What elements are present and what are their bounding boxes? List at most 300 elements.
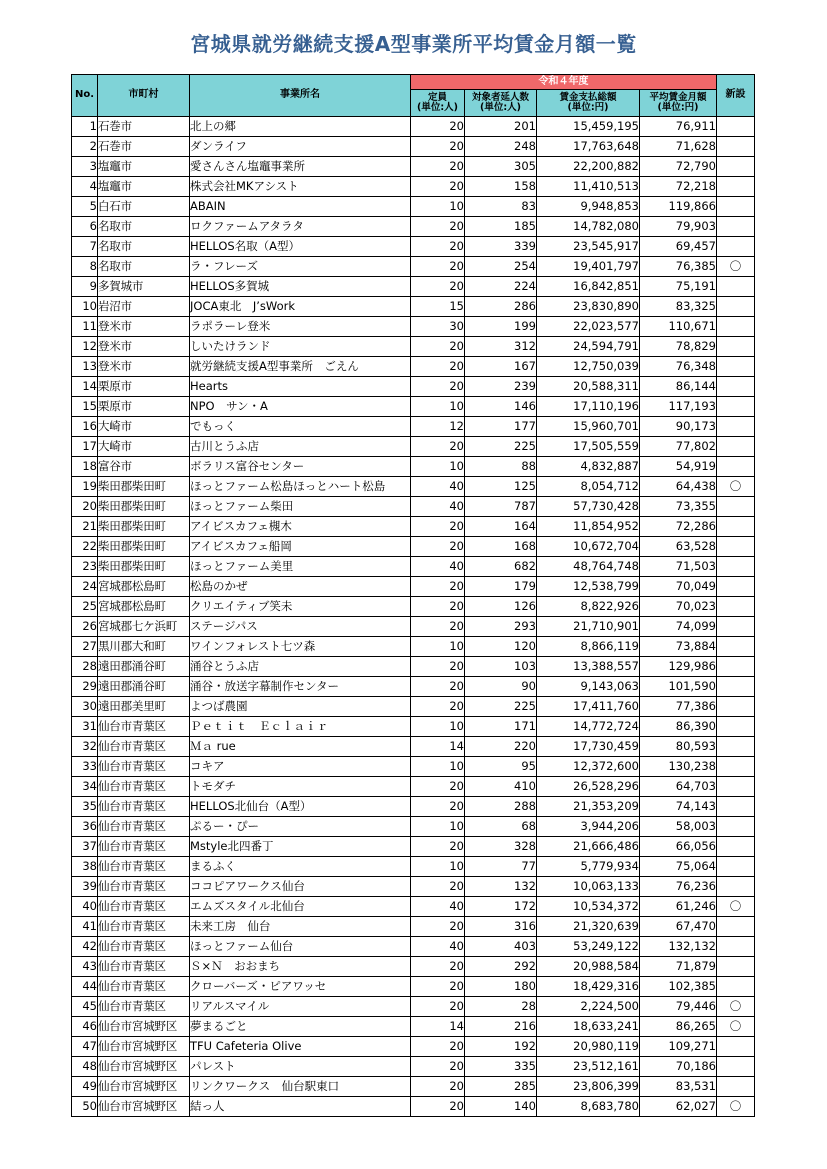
table-row — [72, 497, 755, 517]
new-flag-cell — [717, 217, 755, 237]
table-row — [72, 477, 755, 497]
recipients-cell: 285 — [465, 1077, 537, 1097]
total-wages-cell: 17,730,459 — [537, 737, 640, 757]
table-row — [72, 857, 755, 877]
new-flag-cell: 〇 — [717, 897, 755, 917]
total-wages-cell: 17,110,196 — [537, 397, 640, 417]
row-number: 40 — [72, 897, 98, 917]
capacity-cell: 20 — [411, 1077, 465, 1097]
row-number: 2 — [72, 137, 98, 157]
municipality-cell: 仙台市青葉区 — [98, 917, 190, 937]
table-row — [72, 357, 755, 377]
total-wages-cell: 5,779,934 — [537, 857, 640, 877]
table-row — [72, 677, 755, 697]
capacity-cell: 20 — [411, 257, 465, 277]
table-row — [72, 957, 755, 977]
row-number: 15 — [72, 397, 98, 417]
recipients-cell: 286 — [465, 297, 537, 317]
row-number: 12 — [72, 337, 98, 357]
avg-wage-cell: 76,236 — [640, 877, 717, 897]
office-name-cell: ラ・フレーズ — [190, 257, 411, 277]
recipients-cell: 201 — [465, 117, 537, 137]
capacity-cell: 20 — [411, 517, 465, 537]
table-row — [72, 697, 755, 717]
office-name-cell: エムズスタイル北仙台 — [190, 897, 411, 917]
office-name-cell: まるふく — [190, 857, 411, 877]
row-number: 26 — [72, 617, 98, 637]
recipients-cell: 28 — [465, 997, 537, 1017]
office-name-cell: ロクファームアタラタ — [190, 217, 411, 237]
row-number: 50 — [72, 1097, 98, 1117]
table-row — [72, 577, 755, 597]
table-row — [72, 1017, 755, 1037]
capacity-cell: 20 — [411, 877, 465, 897]
new-flag-cell — [717, 277, 755, 297]
recipients-cell: 292 — [465, 957, 537, 977]
recipients-cell: 248 — [465, 137, 537, 157]
new-flag-cell — [717, 637, 755, 657]
total-wages-cell: 26,528,296 — [537, 777, 640, 797]
table-row — [72, 197, 755, 217]
total-wages-cell: 10,534,372 — [537, 897, 640, 917]
table-row — [72, 737, 755, 757]
new-flag-cell — [717, 137, 755, 157]
table-row — [72, 1077, 755, 1097]
recipients-cell: 305 — [465, 157, 537, 177]
table-row — [72, 317, 755, 337]
total-wages-cell: 18,429,316 — [537, 977, 640, 997]
recipients-cell: 293 — [465, 617, 537, 637]
total-wages-cell: 9,948,853 — [537, 197, 640, 217]
total-wages-cell: 23,806,399 — [537, 1077, 640, 1097]
capacity-cell: 10 — [411, 757, 465, 777]
capacity-cell: 20 — [411, 277, 465, 297]
row-number: 18 — [72, 457, 98, 477]
office-name-cell: ほっとファーム柴田 — [190, 497, 411, 517]
row-number: 28 — [72, 657, 98, 677]
table-row — [72, 657, 755, 677]
office-name-cell: 愛さんさん塩竈事業所 — [190, 157, 411, 177]
recipients-cell: 125 — [465, 477, 537, 497]
row-number: 16 — [72, 417, 98, 437]
avg-wage-cell: 69,457 — [640, 237, 717, 257]
recipients-cell: 146 — [465, 397, 537, 417]
avg-wage-cell: 86,390 — [640, 717, 717, 737]
total-wages-cell: 11,854,952 — [537, 517, 640, 537]
table-row — [72, 337, 755, 357]
avg-wage-cell: 78,829 — [640, 337, 717, 357]
avg-wage-cell: 75,191 — [640, 277, 717, 297]
municipality-cell: 仙台市青葉区 — [98, 977, 190, 997]
municipality-cell: 柴田郡柴田町 — [98, 537, 190, 557]
row-number: 34 — [72, 777, 98, 797]
capacity-cell: 20 — [411, 377, 465, 397]
total-wages-cell: 9,143,063 — [537, 677, 640, 697]
new-flag-cell — [717, 1057, 755, 1077]
avg-wage-cell: 61,246 — [640, 897, 717, 917]
municipality-cell: 仙台市宮城野区 — [98, 1057, 190, 1077]
new-flag-cell — [717, 117, 755, 137]
avg-wage-cell: 75,064 — [640, 857, 717, 877]
municipality-cell: 仙台市青葉区 — [98, 937, 190, 957]
row-number: 14 — [72, 377, 98, 397]
office-name-cell: よつば農園 — [190, 697, 411, 717]
avg-wage-cell: 90,173 — [640, 417, 717, 437]
recipients-cell: 339 — [465, 237, 537, 257]
new-flag-cell — [717, 517, 755, 537]
capacity-cell: 20 — [411, 677, 465, 697]
total-wages-cell: 57,730,428 — [537, 497, 640, 517]
capacity-cell: 40 — [411, 897, 465, 917]
recipients-cell: 167 — [465, 357, 537, 377]
office-name-cell: HELLOS名取（A型） — [190, 237, 411, 257]
total-wages-cell: 17,763,648 — [537, 137, 640, 157]
municipality-cell: 名取市 — [98, 257, 190, 277]
municipality-cell: 宮城郡七ケ浜町 — [98, 617, 190, 637]
table-row — [72, 797, 755, 817]
row-number: 44 — [72, 977, 98, 997]
table-row — [72, 117, 755, 137]
office-name-cell: ステージパス — [190, 617, 411, 637]
row-number: 29 — [72, 677, 98, 697]
row-number: 9 — [72, 277, 98, 297]
capacity-cell: 20 — [411, 597, 465, 617]
municipality-cell: 仙台市青葉区 — [98, 777, 190, 797]
recipients-cell: 225 — [465, 437, 537, 457]
municipality-cell: 仙台市青葉区 — [98, 857, 190, 877]
new-flag-cell: 〇 — [717, 477, 755, 497]
capacity-cell: 20 — [411, 437, 465, 457]
avg-wage-cell: 74,099 — [640, 617, 717, 637]
row-number: 4 — [72, 177, 98, 197]
avg-wage-cell: 73,355 — [640, 497, 717, 517]
new-flag-cell — [717, 717, 755, 737]
office-name-cell: 涌谷・放送字幕制作センター — [190, 677, 411, 697]
municipality-cell: 仙台市青葉区 — [98, 997, 190, 1017]
recipients-cell: 787 — [465, 497, 537, 517]
municipality-cell: 宮城郡松島町 — [98, 577, 190, 597]
capacity-cell: 20 — [411, 537, 465, 557]
capacity-cell: 12 — [411, 417, 465, 437]
table-row — [72, 397, 755, 417]
municipality-cell: 仙台市青葉区 — [98, 897, 190, 917]
avg-wage-cell: 86,265 — [640, 1017, 717, 1037]
new-flag-cell: 〇 — [717, 257, 755, 277]
new-flag-cell — [717, 157, 755, 177]
total-wages-cell: 48,764,748 — [537, 557, 640, 577]
table-row — [72, 537, 755, 557]
new-flag-cell — [717, 377, 755, 397]
row-number: 22 — [72, 537, 98, 557]
new-flag-cell — [717, 677, 755, 697]
office-name-cell: 松島のかぜ — [190, 577, 411, 597]
avg-wage-cell: 129,986 — [640, 657, 717, 677]
table-row — [72, 1057, 755, 1077]
municipality-cell: 大崎市 — [98, 417, 190, 437]
table-row — [72, 877, 755, 897]
wage-table — [71, 74, 755, 1117]
municipality-cell: 柴田郡柴田町 — [98, 497, 190, 517]
row-number: 6 — [72, 217, 98, 237]
office-name-cell: HELLOS多賀城 — [190, 277, 411, 297]
municipality-cell: 仙台市宮城野区 — [98, 1077, 190, 1097]
office-name-cell: TFU Cafeteria Olive — [190, 1037, 411, 1057]
row-number: 5 — [72, 197, 98, 217]
office-name-cell: ココピアワークス仙台 — [190, 877, 411, 897]
total-wages-cell: 10,672,704 — [537, 537, 640, 557]
header-fiscal-year: 令和４年度 — [411, 75, 717, 90]
new-flag-cell — [717, 417, 755, 437]
total-wages-cell: 17,505,559 — [537, 437, 640, 457]
office-name-cell: ボラリス富谷センター — [190, 457, 411, 477]
recipients-cell: 682 — [465, 557, 537, 577]
table-row — [72, 757, 755, 777]
new-flag-cell — [717, 437, 755, 457]
total-wages-cell: 23,545,917 — [537, 237, 640, 257]
municipality-cell: 石巻市 — [98, 137, 190, 157]
avg-wage-cell: 130,238 — [640, 757, 717, 777]
total-wages-cell: 12,538,799 — [537, 577, 640, 597]
table-row — [72, 457, 755, 477]
row-number: 13 — [72, 357, 98, 377]
row-number: 8 — [72, 257, 98, 277]
recipients-cell: 220 — [465, 737, 537, 757]
avg-wage-cell: 83,325 — [640, 297, 717, 317]
recipients-cell: 192 — [465, 1037, 537, 1057]
avg-wage-cell: 119,866 — [640, 197, 717, 217]
avg-wage-cell: 67,470 — [640, 917, 717, 937]
municipality-cell: 黒川郡大和町 — [98, 637, 190, 657]
header-recipients: 対象者延人数 (単位:人) — [465, 90, 537, 117]
total-wages-cell: 21,666,486 — [537, 837, 640, 857]
row-number: 27 — [72, 637, 98, 657]
recipients-cell: 88 — [465, 457, 537, 477]
total-wages-cell: 8,054,712 — [537, 477, 640, 497]
office-name-cell: でもっく — [190, 417, 411, 437]
table-row — [72, 717, 755, 737]
capacity-cell: 20 — [411, 357, 465, 377]
capacity-cell: 10 — [411, 817, 465, 837]
row-number: 35 — [72, 797, 98, 817]
avg-wage-cell: 83,531 — [640, 1077, 717, 1097]
avg-wage-cell: 73,884 — [640, 637, 717, 657]
avg-wage-cell: 71,879 — [640, 957, 717, 977]
row-number: 23 — [72, 557, 98, 577]
office-name-cell: 北上の郷 — [190, 117, 411, 137]
office-name-cell: アイビスカフェ船岡 — [190, 537, 411, 557]
header-avg-wage: 平均賃金月額 (単位:円) — [640, 90, 717, 117]
recipients-cell: 164 — [465, 517, 537, 537]
municipality-cell: 仙台市宮城野区 — [98, 1097, 190, 1117]
total-wages-cell: 8,866,119 — [537, 637, 640, 657]
office-name-cell: ほっとファーム松島ほっとハート松島 — [190, 477, 411, 497]
row-number: 3 — [72, 157, 98, 177]
recipients-cell: 77 — [465, 857, 537, 877]
table-row — [72, 237, 755, 257]
capacity-cell: 20 — [411, 917, 465, 937]
total-wages-cell: 14,772,724 — [537, 717, 640, 737]
recipients-cell: 90 — [465, 677, 537, 697]
municipality-cell: 栗原市 — [98, 397, 190, 417]
office-name-cell: ぷるー・ぴー — [190, 817, 411, 837]
row-number: 47 — [72, 1037, 98, 1057]
capacity-cell: 10 — [411, 457, 465, 477]
table-row — [72, 977, 755, 997]
header-municipality: 市町村 — [98, 75, 190, 117]
total-wages-cell: 21,353,209 — [537, 797, 640, 817]
recipients-cell: 179 — [465, 577, 537, 597]
table-row — [72, 137, 755, 157]
total-wages-cell: 14,782,080 — [537, 217, 640, 237]
total-wages-cell: 19,401,797 — [537, 257, 640, 277]
row-number: 46 — [72, 1017, 98, 1037]
recipients-cell: 254 — [465, 257, 537, 277]
municipality-cell: 遠田郡美里町 — [98, 697, 190, 717]
office-name-cell: ワインフォレスト七ツ森 — [190, 637, 411, 657]
municipality-cell: 岩沼市 — [98, 297, 190, 317]
capacity-cell: 20 — [411, 657, 465, 677]
office-name-cell: NPO サン・A — [190, 397, 411, 417]
capacity-cell: 10 — [411, 397, 465, 417]
row-number: 30 — [72, 697, 98, 717]
capacity-cell: 14 — [411, 737, 465, 757]
new-flag-cell: 〇 — [717, 1017, 755, 1037]
avg-wage-cell: 64,438 — [640, 477, 717, 497]
avg-wage-cell: 70,023 — [640, 597, 717, 617]
new-flag-cell — [717, 497, 755, 517]
table-row — [72, 277, 755, 297]
avg-wage-cell: 109,271 — [640, 1037, 717, 1057]
new-flag-cell — [717, 297, 755, 317]
municipality-cell: 登米市 — [98, 317, 190, 337]
row-number: 17 — [72, 437, 98, 457]
new-flag-cell — [717, 617, 755, 637]
capacity-cell: 20 — [411, 837, 465, 857]
total-wages-cell: 2,224,500 — [537, 997, 640, 1017]
capacity-cell: 10 — [411, 857, 465, 877]
recipients-cell: 225 — [465, 697, 537, 717]
new-flag-cell — [717, 357, 755, 377]
avg-wage-cell: 70,186 — [640, 1057, 717, 1077]
new-flag-cell — [717, 777, 755, 797]
municipality-cell: 仙台市青葉区 — [98, 957, 190, 977]
row-number: 39 — [72, 877, 98, 897]
total-wages-cell: 4,832,887 — [537, 457, 640, 477]
row-number: 49 — [72, 1077, 98, 1097]
new-flag-cell — [717, 817, 755, 837]
municipality-cell: 登米市 — [98, 357, 190, 377]
office-name-cell: ラポラーレ登米 — [190, 317, 411, 337]
table-row — [72, 937, 755, 957]
capacity-cell: 20 — [411, 237, 465, 257]
avg-wage-cell: 77,386 — [640, 697, 717, 717]
recipients-cell: 171 — [465, 717, 537, 737]
avg-wage-cell: 74,143 — [640, 797, 717, 817]
recipients-cell: 199 — [465, 317, 537, 337]
new-flag-cell — [717, 1037, 755, 1057]
capacity-cell: 10 — [411, 717, 465, 737]
page-title: 宮城県就労継続支援A型事業所平均賃金月額一覧 — [190, 32, 637, 56]
municipality-cell: 仙台市青葉区 — [98, 757, 190, 777]
capacity-cell: 20 — [411, 997, 465, 1017]
total-wages-cell: 8,822,926 — [537, 597, 640, 617]
municipality-cell: 遠田郡涌谷町 — [98, 677, 190, 697]
capacity-cell: 20 — [411, 177, 465, 197]
table-row — [72, 637, 755, 657]
office-name-cell: ほっとファーム美里 — [190, 557, 411, 577]
office-name-cell: コキア — [190, 757, 411, 777]
row-number: 20 — [72, 497, 98, 517]
table-row — [72, 217, 755, 237]
capacity-cell: 10 — [411, 197, 465, 217]
municipality-cell: 石巻市 — [98, 117, 190, 137]
office-name-cell: クローバーズ・ピアワッセ — [190, 977, 411, 997]
municipality-cell: 仙台市青葉区 — [98, 817, 190, 837]
capacity-cell: 20 — [411, 1037, 465, 1057]
new-flag-cell — [717, 877, 755, 897]
office-name-cell: Ｓ×Ｎ おおまち — [190, 957, 411, 977]
avg-wage-cell: 117,193 — [640, 397, 717, 417]
recipients-cell: 312 — [465, 337, 537, 357]
table-row — [72, 517, 755, 537]
recipients-cell: 328 — [465, 837, 537, 857]
recipients-cell: 239 — [465, 377, 537, 397]
row-number: 48 — [72, 1057, 98, 1077]
recipients-cell: 103 — [465, 657, 537, 677]
municipality-cell: 大崎市 — [98, 437, 190, 457]
office-name-cell: ほっとファーム仙台 — [190, 937, 411, 957]
municipality-cell: 富谷市 — [98, 457, 190, 477]
new-flag-cell — [717, 557, 755, 577]
total-wages-cell: 11,410,513 — [537, 177, 640, 197]
recipients-cell: 316 — [465, 917, 537, 937]
municipality-cell: 柴田郡柴田町 — [98, 517, 190, 537]
table-row — [72, 1097, 755, 1117]
municipality-cell: 仙台市宮城野区 — [98, 1017, 190, 1037]
avg-wage-cell: 71,628 — [640, 137, 717, 157]
capacity-cell: 20 — [411, 697, 465, 717]
recipients-cell: 95 — [465, 757, 537, 777]
avg-wage-cell: 54,919 — [640, 457, 717, 477]
total-wages-cell: 15,459,195 — [537, 117, 640, 137]
municipality-cell: 栗原市 — [98, 377, 190, 397]
office-name-cell: JOCA東北 J’sWork — [190, 297, 411, 317]
table-row — [72, 417, 755, 437]
capacity-cell: 20 — [411, 617, 465, 637]
avg-wage-cell: 101,590 — [640, 677, 717, 697]
row-number: 38 — [72, 857, 98, 877]
new-flag-cell: 〇 — [717, 997, 755, 1017]
row-number: 32 — [72, 737, 98, 757]
office-name-cell: リンクワークス 仙台駅東口 — [190, 1077, 411, 1097]
recipients-cell: 132 — [465, 877, 537, 897]
total-wages-cell: 20,588,311 — [537, 377, 640, 397]
avg-wage-cell: 86,144 — [640, 377, 717, 397]
capacity-cell: 20 — [411, 217, 465, 237]
new-flag-cell — [717, 1077, 755, 1097]
avg-wage-cell: 110,671 — [640, 317, 717, 337]
capacity-cell: 20 — [411, 577, 465, 597]
recipients-cell: 216 — [465, 1017, 537, 1037]
avg-wage-cell: 63,528 — [640, 537, 717, 557]
new-flag-cell — [717, 177, 755, 197]
avg-wage-cell: 132,132 — [640, 937, 717, 957]
capacity-cell: 20 — [411, 137, 465, 157]
avg-wage-cell: 72,218 — [640, 177, 717, 197]
capacity-cell: 20 — [411, 957, 465, 977]
row-number: 19 — [72, 477, 98, 497]
avg-wage-cell: 77,802 — [640, 437, 717, 457]
